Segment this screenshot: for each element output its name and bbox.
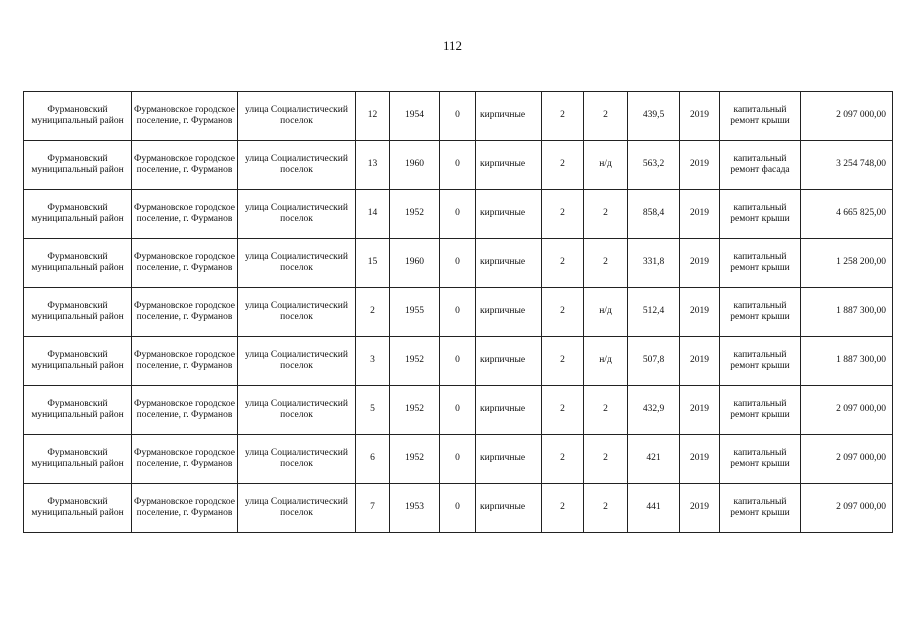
entrances-cell: н/д <box>584 288 628 337</box>
work-year-cell: 2019 <box>680 337 720 386</box>
district-cell: Фурмановский муниципальный район <box>24 141 132 190</box>
floors-cell: 2 <box>542 386 584 435</box>
settlement-cell: Фурмановское городское поселение, г. Фурманов <box>132 190 238 239</box>
cost-cell: 4 665 825,00 <box>801 190 893 239</box>
area-cell: 421 <box>628 435 680 484</box>
entrances-cell: 2 <box>584 386 628 435</box>
table-row <box>24 190 893 239</box>
table-row <box>24 92 893 141</box>
district-cell: Фурмановский муниципальный район <box>24 337 132 386</box>
wall-material-cell: кирпичные <box>476 337 542 386</box>
wall-material-cell: кирпичные <box>476 92 542 141</box>
work-type-cell: капитальный ремонт крыши <box>720 92 801 141</box>
table-row <box>24 337 893 386</box>
entrances-cell: н/д <box>584 141 628 190</box>
street-cell: улица Социалистический поселок <box>238 435 356 484</box>
settlement-cell: Фурмановское городское поселение, г. Фурманов <box>132 288 238 337</box>
year-built-cell: 1954 <box>390 92 440 141</box>
cost-cell: 2 097 000,00 <box>801 92 893 141</box>
cost-cell: 1 887 300,00 <box>801 337 893 386</box>
reconstruction-year-cell: 0 <box>440 92 476 141</box>
house-number-cell: 6 <box>356 435 390 484</box>
floors-cell: 2 <box>542 288 584 337</box>
area-cell: 507,8 <box>628 337 680 386</box>
settlement-cell: Фурмановское городское поселение, г. Фурманов <box>132 92 238 141</box>
entrances-cell: 2 <box>584 435 628 484</box>
year-built-cell: 1952 <box>390 435 440 484</box>
area-cell: 432,9 <box>628 386 680 435</box>
wall-material-cell: кирпичные <box>476 288 542 337</box>
house-number-cell: 12 <box>356 92 390 141</box>
table-row <box>24 435 893 484</box>
year-built-cell: 1955 <box>390 288 440 337</box>
reconstruction-year-cell: 0 <box>440 337 476 386</box>
entrances-cell: 2 <box>584 190 628 239</box>
work-year-cell: 2019 <box>680 141 720 190</box>
area-cell: 331,8 <box>628 239 680 288</box>
work-type-cell: капитальный ремонт крыши <box>720 190 801 239</box>
cost-cell: 1 258 200,00 <box>801 239 893 288</box>
floors-cell: 2 <box>542 239 584 288</box>
reconstruction-year-cell: 0 <box>440 239 476 288</box>
settlement-cell: Фурмановское городское поселение, г. Фурманов <box>132 484 238 533</box>
wall-material-cell: кирпичные <box>476 435 542 484</box>
floors-cell: 2 <box>542 141 584 190</box>
settlement-cell: Фурмановское городское поселение, г. Фурманов <box>132 141 238 190</box>
cost-cell: 2 097 000,00 <box>801 484 893 533</box>
entrances-cell: н/д <box>584 337 628 386</box>
district-cell: Фурмановский муниципальный район <box>24 435 132 484</box>
reconstruction-year-cell: 0 <box>440 386 476 435</box>
work-year-cell: 2019 <box>680 386 720 435</box>
settlement-cell: Фурмановское городское поселение, г. Фурманов <box>132 239 238 288</box>
street-cell: улица Социалистический поселок <box>238 337 356 386</box>
reconstruction-year-cell: 0 <box>440 288 476 337</box>
settlement-cell: Фурмановское городское поселение, г. Фурманов <box>132 435 238 484</box>
street-cell: улица Социалистический поселок <box>238 288 356 337</box>
wall-material-cell: кирпичные <box>476 484 542 533</box>
work-type-cell: капитальный ремонт крыши <box>720 288 801 337</box>
table-body <box>24 92 893 533</box>
wall-material-cell: кирпичные <box>476 141 542 190</box>
page-number: 112 <box>442 38 463 53</box>
year-built-cell: 1960 <box>390 141 440 190</box>
street-cell: улица Социалистический поселок <box>238 484 356 533</box>
work-type-cell: капитальный ремонт крыши <box>720 239 801 288</box>
cost-cell: 1 887 300,00 <box>801 288 893 337</box>
year-built-cell: 1952 <box>390 190 440 239</box>
house-number-cell: 3 <box>356 337 390 386</box>
work-type-cell: капитальный ремонт фасада <box>720 141 801 190</box>
reconstruction-year-cell: 0 <box>440 190 476 239</box>
work-type-cell: капитальный ремонт крыши <box>720 386 801 435</box>
wall-material-cell: кирпичные <box>476 190 542 239</box>
work-year-cell: 2019 <box>680 190 720 239</box>
area-cell: 439,5 <box>628 92 680 141</box>
cost-cell: 3 254 748,00 <box>801 141 893 190</box>
house-number-cell: 15 <box>356 239 390 288</box>
street-cell: улица Социалистический поселок <box>238 92 356 141</box>
year-built-cell: 1953 <box>390 484 440 533</box>
wall-material-cell: кирпичные <box>476 386 542 435</box>
floors-cell: 2 <box>542 435 584 484</box>
district-cell: Фурмановский муниципальный район <box>24 92 132 141</box>
work-type-cell: капитальный ремонт крыши <box>720 337 801 386</box>
area-cell: 441 <box>628 484 680 533</box>
street-cell: улица Социалистический поселок <box>238 141 356 190</box>
table-row <box>24 288 893 337</box>
district-cell: Фурмановский муниципальный район <box>24 288 132 337</box>
year-built-cell: 1952 <box>390 337 440 386</box>
reconstruction-year-cell: 0 <box>440 141 476 190</box>
street-cell: улица Социалистический поселок <box>238 239 356 288</box>
district-cell: Фурмановский муниципальный район <box>24 484 132 533</box>
entrances-cell: 2 <box>584 239 628 288</box>
floors-cell: 2 <box>542 337 584 386</box>
year-built-cell: 1960 <box>390 239 440 288</box>
floors-cell: 2 <box>542 92 584 141</box>
floors-cell: 2 <box>542 484 584 533</box>
year-built-cell: 1952 <box>390 386 440 435</box>
reconstruction-year-cell: 0 <box>440 484 476 533</box>
work-type-cell: капитальный ремонт крыши <box>720 435 801 484</box>
table-row <box>24 239 893 288</box>
work-year-cell: 2019 <box>680 484 720 533</box>
settlement-cell: Фурмановское городское поселение, г. Фурманов <box>132 337 238 386</box>
wall-material-cell: кирпичные <box>476 239 542 288</box>
entrances-cell: 2 <box>584 484 628 533</box>
cost-cell: 2 097 000,00 <box>801 435 893 484</box>
work-type-cell: капитальный ремонт крыши <box>720 484 801 533</box>
district-cell: Фурмановский муниципальный район <box>24 239 132 288</box>
work-year-cell: 2019 <box>680 435 720 484</box>
settlement-cell: Фурмановское городское поселение, г. Фурманов <box>132 386 238 435</box>
street-cell: улица Социалистический поселок <box>238 386 356 435</box>
reconstruction-year-cell: 0 <box>440 435 476 484</box>
district-cell: Фурмановский муниципальный район <box>24 190 132 239</box>
area-cell: 512,4 <box>628 288 680 337</box>
area-cell: 858,4 <box>628 190 680 239</box>
work-year-cell: 2019 <box>680 288 720 337</box>
house-number-cell: 5 <box>356 386 390 435</box>
house-number-cell: 7 <box>356 484 390 533</box>
housing-repair-table <box>23 91 893 533</box>
cost-cell: 2 097 000,00 <box>801 386 893 435</box>
table-row <box>24 484 893 533</box>
house-number-cell: 13 <box>356 141 390 190</box>
street-cell: улица Социалистический поселок <box>238 190 356 239</box>
house-number-cell: 14 <box>356 190 390 239</box>
table-row <box>24 386 893 435</box>
table-row <box>24 141 893 190</box>
house-number-cell: 2 <box>356 288 390 337</box>
floors-cell: 2 <box>542 190 584 239</box>
entrances-cell: 2 <box>584 92 628 141</box>
district-cell: Фурмановский муниципальный район <box>24 386 132 435</box>
work-year-cell: 2019 <box>680 239 720 288</box>
work-year-cell: 2019 <box>680 92 720 141</box>
area-cell: 563,2 <box>628 141 680 190</box>
